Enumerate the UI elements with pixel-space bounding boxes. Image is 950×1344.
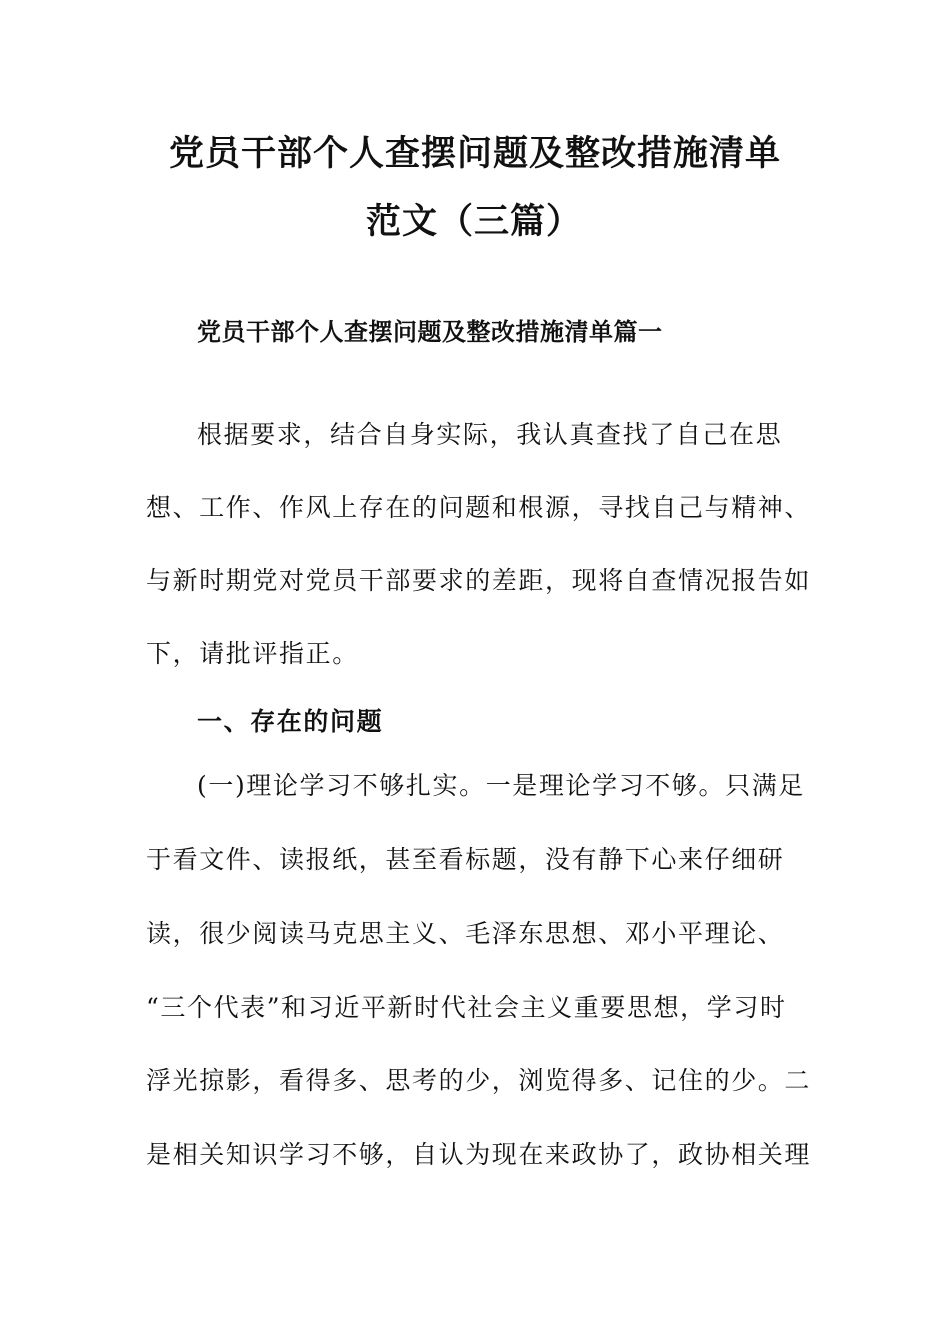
paragraph-line: (一)理论学习不够扎实。一是理论学习不够。只满足 [197,771,805,800]
paragraph-line: 于看文件、读报纸，甚至看标题，没有静下心来仔细研 [146,845,785,874]
article-subtitle: 党员干部个人查摆问题及整改措施清单篇一 [197,317,663,346]
paragraph-line: 根据要求，结合自身实际，我认真查找了自己在思 [197,420,783,449]
paragraph-line: 读，很少阅读马克思主义、毛泽东思想、邓小平理论、 [146,919,785,948]
paragraph-line: 是相关知识学习不够，自认为现在来政协了，政协相关理 [146,1140,812,1169]
section-heading: 一、存在的问题 [197,707,384,736]
document-title-line-2: 范文（三篇） [365,201,582,242]
paragraph-line: 下，请批评指正。 [146,639,359,668]
paragraph-line: 想、工作、作风上存在的问题和根源，寻找自己与精神、 [146,493,812,522]
document-title-line-1: 党员干部个人查摆问题及整改措施清单 [168,133,781,174]
paragraph-line: 与新时期党对党员干部要求的差距，现将自查情况报告如 [146,566,812,595]
paragraph-line: 浮光掠影，看得多、思考的少，浏览得多、记住的少。二 [146,1066,812,1095]
paragraph-line: “三个代表”和习近平新时代社会主义重要思想，学习时 [146,993,787,1022]
